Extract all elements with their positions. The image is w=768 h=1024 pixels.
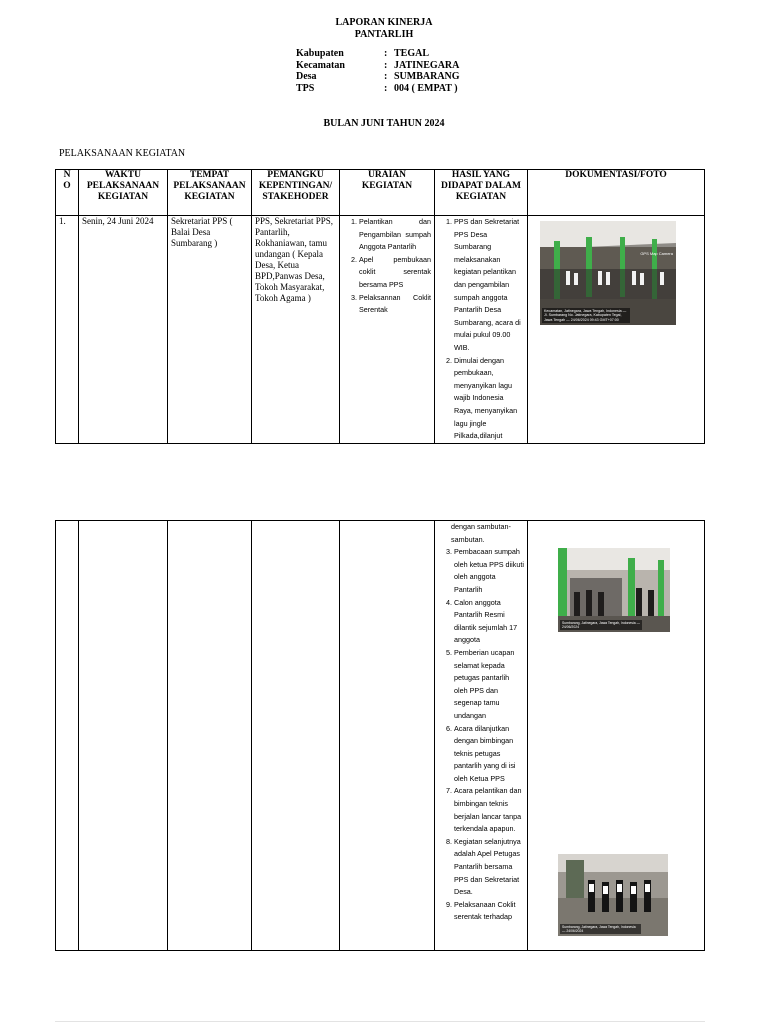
meta-sep: : [384,48,388,59]
meta-row-desa [296,71,460,83]
list-item: 7. Acara pelantikan dan bimbingan teknis berjalan lancar tanpa terkendala apapun. [454,785,524,835]
list-item: 6. Acara dilanjutkan dengan bimbingan teknis petugas pantarlih yang di isi oleh Ketua PPS [454,723,524,786]
header-no: N O [56,170,79,216]
meta-row-tps [296,83,460,95]
list-item: 8. Kegiatan selanjutnya adalah Apel Petugas Pantarlih bersama PPS dan Sekretariat Desa. [454,836,524,899]
report-month: BULAN JUNI TAHUN 2024 [323,118,445,129]
hasil-continuation: dengan sambutan-sambutan. [451,522,511,544]
activity-table-page1 [55,169,705,444]
list-item: 2. Apel pembukaan coklit serentak bersama PPS [359,254,431,292]
documentation-photo-3 [558,854,668,936]
meta-key: Kecamatan [296,59,345,71]
meta-value: SUMBARANG [394,71,460,82]
list-item: 2. Dimulai dengan pembukaan, menyanyikan lagu wajib Indonesia Raya, menyanyikan lagu jingle Pilkada,dilanjut [454,355,524,443]
cell-waktu: Senin, 24 Juni 2024 [79,216,168,444]
section-title: PELAKSANAAN KEGIATAN [59,148,186,159]
header-hasil: HASIL YANG DIDAPAT DALAM KEGIATAN [435,170,528,216]
cell-tempat [168,521,252,951]
cell-tempat: Sekretariat PPS ( Balai Desa Sumbarang ) [168,216,252,444]
table-header-row [56,170,705,216]
meta-value: 004 ( EMPAT ) [394,82,458,94]
cell-dokumentasi [528,521,705,951]
meta-key: TPS [296,82,315,94]
list-item: 3. Pelaksannan Coklit Serentak [359,292,431,317]
report-subtitle: PANTARLIH [354,29,414,40]
cell-waktu [79,521,168,951]
meta-value: JATINEGARA [394,59,460,71]
meta-row-kecamatan [296,60,460,72]
photo-caption: Kecamatan, Jatinegara, Jawa Tengah, Indonesia — Jl. Sumbarang No. Jatinegara, Kabupaten Tegal, Jawa Tengah — 24/06/2024 09:43 GMT+07:00 [542,308,630,323]
table-row [56,521,705,951]
cell-no: 1. [56,216,79,444]
meta-row-kabupaten [296,48,460,60]
cell-uraian [340,216,435,444]
meta-sep: : [384,59,388,71]
cell-dokumentasi [528,216,705,444]
header-dokumentasi: DOKUMENTASI/FOTO [528,170,705,216]
header-uraian: URAIAN KEGIATAN [340,170,435,216]
header-tempat: TEMPAT PELAKSANAAN KEGIATAN [168,170,252,216]
meta-sep: : [384,71,388,82]
list-item: 9. Pelaksanaan Coklit serentak terhadap [454,899,524,924]
cell-hasil [435,216,528,444]
documentation-photo-2 [558,548,670,632]
meta-value: TEGAL [394,48,430,59]
photo-caption: Sumbarang, Jatinegara, Jawa Tengah, Indonesia — 24/06/2024 [560,924,641,934]
list-item: 1. PPS dan Sekretariat PPS Desa Sumbarang melaksanakan kegiatan pelantikan dan pengambilan sumpah anggota Pantarlih Desa Sumbarang, acara di mulai pukul 09.00 WIB. [454,216,524,355]
meta-sep: : [384,82,388,94]
list-item: 5. Pemberian ucapan selamat kepada petugas pantarlih oleh PPS dan segenap tamu undangan [454,647,524,723]
activity-table-page2 [55,520,705,951]
cell-uraian [340,521,435,951]
photo-camera-label: GPS Map Camera [640,251,673,256]
meta-key: Desa [296,71,317,82]
report-meta [296,48,460,94]
report-title: LAPORAN KINERJA [335,17,433,28]
meta-key: Kabupaten [296,48,344,59]
list-item: 4. Calon anggota Pantarlih Resmi dilantik sejumlah 17 anggota [454,597,524,647]
cell-hasil [435,521,528,951]
photo-caption: Sumbarang, Jatinegara, Jawa Tengah, Indonesia — 24/06/2024 [560,620,642,630]
cell-no [56,521,79,951]
list-item: 1. Pelantikan dan Pengambilan sumpah Anggota Pantarlih [359,216,431,254]
page-footer-rule [55,1021,705,1022]
list-item: 3. Pembacaan sumpah oleh ketua PPS diikuti oleh anggota Pantarlih [454,546,524,596]
table-row [56,216,705,444]
documentation-photo-1 [540,221,676,325]
cell-pemangku [252,521,340,951]
header-waktu: WAKTU PELAKSANAAN KEGIATAN [79,170,168,216]
header-pemangku: PEMANGKU KEPENTINGAN/ STAKEHODER [252,170,340,216]
cell-pemangku: PPS, Sekretariat PPS, Pantarlih, Rokhaniawan, tamu undangan ( Kepala Desa, Ketua BPD,Panwas Desa, Tokoh Masyarakat, Tokoh Agama ) [252,216,340,444]
